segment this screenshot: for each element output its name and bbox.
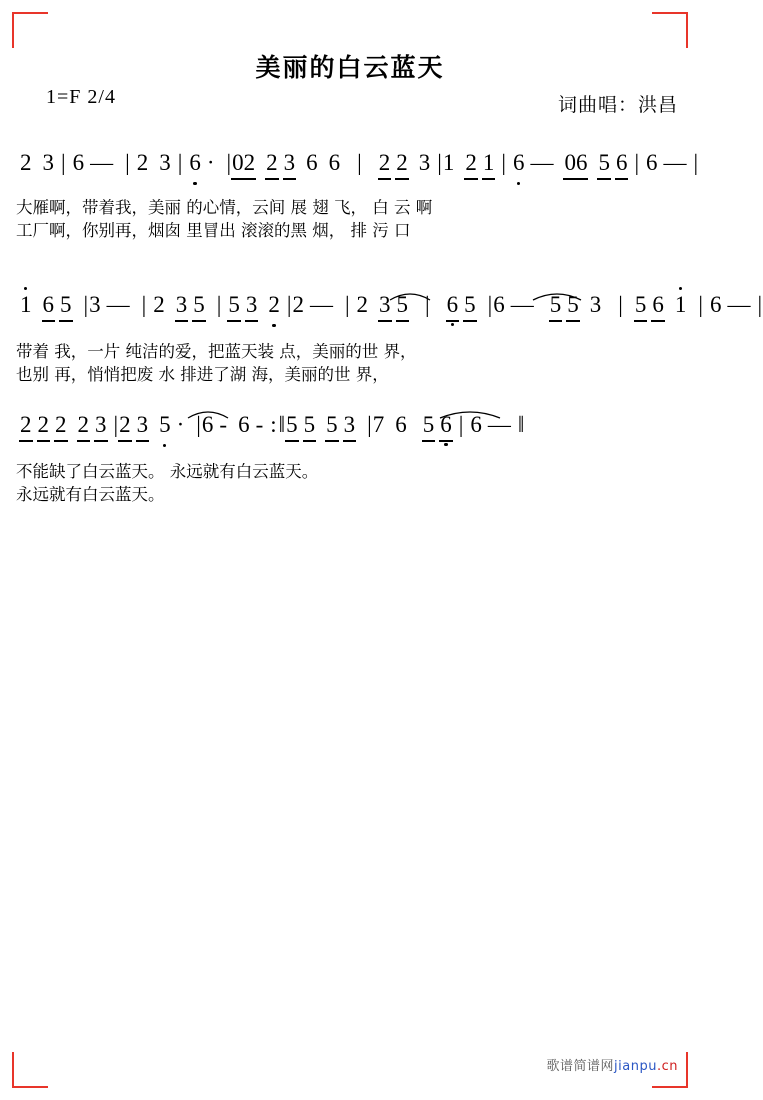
watermark-cn-text: 歌谱简谱网	[546, 1059, 615, 1074]
frame-corner-top-left-vertical	[12, 12, 14, 48]
music-system-2	[0, 292, 763, 384]
notation-row-2: 1 6 5 |3 — | 2 3 5 | 5 3 2 |2 — | 2 3 5 | 6 5 |6 — 5 5 3 | 5 6 1 | 6 — |	[20, 292, 763, 317]
site-watermark	[547, 1055, 678, 1074]
key-time-signature: 1=F 2/4	[46, 86, 116, 108]
frame-corner-bottom-left-horizontal	[12, 1086, 48, 1088]
lyrics-row-3a: 不能缺了白云蓝天。 永远就有白云蓝天。	[16, 462, 319, 481]
lyrics-row-2b: 也别 再，悄悄把废 水 排进了湖 海，美丽的世 界，	[16, 365, 389, 384]
frame-corner-bottom-right-vertical	[686, 1052, 688, 1088]
frame-corner-top-right-vertical	[686, 12, 688, 48]
watermark-domain: jianpu	[614, 1059, 657, 1074]
lyrics-row-1a: 大雁啊，带着我，美丽 的心情，云间 展 翅 飞， 白 云 啊	[16, 198, 433, 217]
notation-row-3: 2 2 2 2 3 |2 3 5 · |6 - 6 - :‖5 5 5 3 |7 6 5 6 | 6 — ‖	[20, 412, 525, 437]
notation-row-1: 2 3 | 6 — | 2 3 | 6 · |02 2 3 6 6 | 2 2 3 |1 2 1 | 6 — 06 5 6 | 6 — |	[20, 150, 699, 175]
composer-credit: 词曲唱：洪昌	[557, 94, 678, 116]
lyrics-row-3b: 永远就有白云蓝天。	[16, 485, 165, 504]
music-system-1	[0, 150, 700, 240]
lyrics-row-1b: 工厂啊，你别再，烟囱 里冒出 滚滚的黑 烟， 排 污 口	[16, 221, 411, 240]
frame-corner-bottom-left-vertical	[12, 1052, 14, 1088]
frame-corner-bottom-right-horizontal	[652, 1086, 688, 1088]
music-system-3	[0, 412, 700, 504]
watermark-tld: .cn	[656, 1059, 678, 1074]
song-title: 美丽的白云蓝天	[255, 53, 445, 82]
frame-corner-top-right-horizontal	[652, 12, 688, 14]
frame-corner-top-left-horizontal	[12, 12, 48, 14]
lyrics-row-2a: 带着 我，一片 纯洁的爱，把蓝天装 点，美丽的世 界，	[16, 342, 417, 361]
